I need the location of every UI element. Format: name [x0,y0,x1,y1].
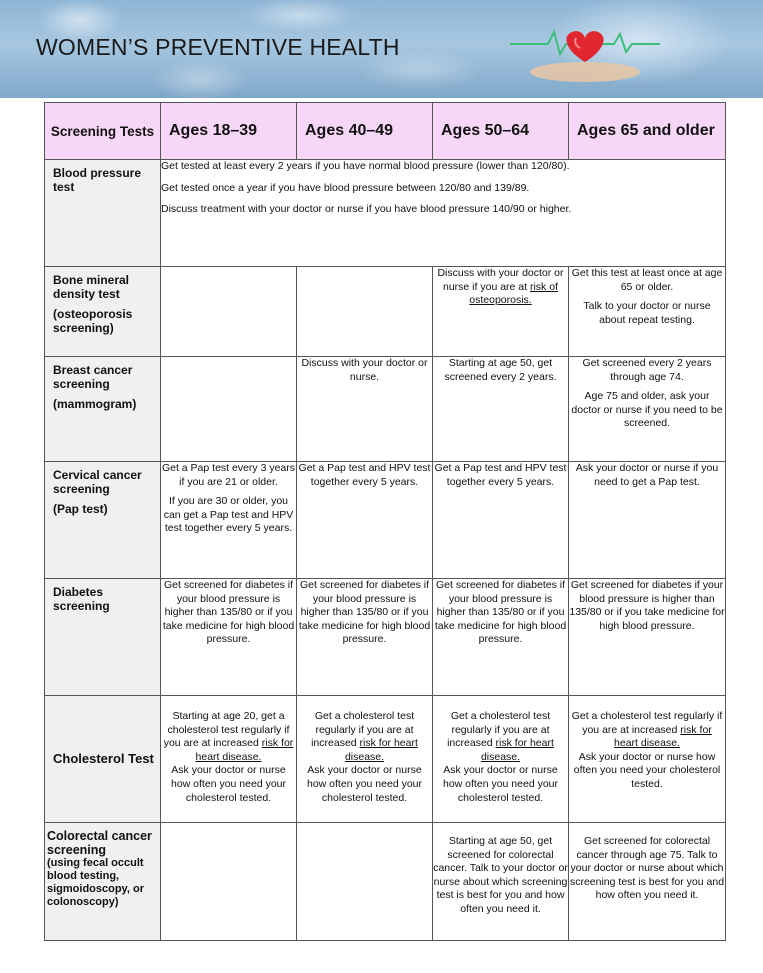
cell-text: Ask your doctor or nurse if you need to get a Pap test. [575,462,719,488]
table-cell [569,462,726,579]
cell-text: Starting at age 50, get screened every 2 years. [444,357,557,383]
row-label [45,696,161,823]
cell-text: Get screened for colorectal cancer through age 75. Talk to your doctor or nurse about which screening test is best for you and how often you need it. [569,835,725,902]
cell-text: Ask your doctor or nurse how often you need your cholesterol tested. [171,764,286,804]
cell-text: Get a Pap test every 3 years if you are 21 or older. [161,462,296,488]
risk-link[interactable]: risk for heart disease. [344,737,418,763]
cell-text: Ask your doctor or nurse how often you need your cholesterol tested. [443,764,558,804]
table-cell-empty [297,267,433,357]
table-cell [569,267,726,357]
table-cell [161,462,297,579]
row-title: Breast cancer screening [53,363,133,391]
cell-text: Get tested at least every 2 years if you have normal blood pressure (lower than 120/80). [161,160,570,172]
cell-text: Ask your doctor or nurse how often you need your cholesterol tested. [573,750,721,790]
cell-text: Discuss treatment with your doctor or nurse if you have blood pressure 140/90 or higher. [161,203,572,216]
column-header: Screening Tests [45,103,161,160]
row-subtitle: (osteoporosis screening) [53,307,133,335]
row-title: Cholesterol Test [53,751,154,766]
row-label [45,579,161,696]
table-cell [433,357,569,462]
row-label [45,160,161,267]
column-header: Ages 40–49 [297,103,433,160]
table-cell [433,462,569,579]
cell-text: Get a cholesterol test regularly if you are at increased [311,710,415,750]
table-row [45,823,726,941]
table-cell [569,823,726,941]
cell-text: Discuss with your doctor or nurse if you are at [437,267,564,293]
row-subtitle: (Pap test) [53,502,108,516]
header-banner [0,0,763,98]
cell-text: Talk to your doctor or nurse about repeat testing. [583,300,711,326]
row-label [45,823,161,941]
table-cell [569,357,726,462]
table-cell-empty [161,357,297,462]
row-title: Diabetes screening [53,585,110,613]
table-row [45,357,726,462]
table-cell [433,823,569,941]
table-cell [161,579,297,696]
cell-text: Get a cholesterol test regularly if you are at increased [571,710,723,736]
table-cell [297,579,433,696]
table-cell [569,696,726,823]
risk-link[interactable]: risk for heart disease. [614,723,712,750]
table-row [45,462,726,579]
page-title: WOMEN’S PREVENTIVE HEALTH [36,34,400,60]
cell-text: Starting at age 50, get screened for colorectal cancer. Talk to your doctor or nurse about which screening test is best for you and how often you need it. [433,835,568,915]
risk-link[interactable]: risk for heart disease. [195,737,294,763]
column-header: Ages 18–39 [161,103,297,160]
screening-table [44,102,726,941]
table-cell-empty [161,823,297,941]
cell-text: Get screened every 2 years through age 74. [582,357,712,383]
cell-text: Starting at age 20, get a cholesterol test regularly if you are at increased [163,710,290,750]
row-subtitle: (mammogram) [53,397,137,411]
table-cell [161,696,297,823]
heart-with-ecg-line-icon [510,10,660,90]
table-row [45,160,726,267]
table-cell-empty [297,823,433,941]
cell-text: Ask your doctor or nurse how often you need your cholesterol tested. [307,764,422,804]
cell-text: Get screened for diabetes if your blood pressure is higher than 135/80 or if you take medicine for high blood pressure. [298,579,431,646]
cell-text: If you are 30 or older, you can get a Pap test and HPV test together every 5 years. [163,495,294,535]
cell-text: Get tested once a year if you have blood pressure between 120/80 and 139/89. [161,181,530,194]
cell-text: Get a Pap test and HPV test together every 5 years. [434,462,567,488]
row-subtitle: (using fecal occult blood testing, sigmoidoscopy, or colonoscopy) [47,857,144,908]
table-row [45,696,726,823]
table-cell [297,696,433,823]
row-title: Bone mineral density test [53,273,130,301]
table-cell [433,696,569,823]
table-cell [433,579,569,696]
column-header: Ages 65 and older [569,103,726,160]
row-label [45,357,161,462]
cell-text: Get a cholesterol test regularly if you are at increased [447,710,551,750]
row-title: Colorectal cancer screening [47,829,152,857]
row-title: Blood pressure test [53,166,142,194]
cell-text: Age 75 and older, ask your doctor or nurse if you need to be screened. [571,390,723,430]
table-header-row [45,103,726,160]
table-cell-empty [161,267,297,357]
risk-link[interactable]: risk of osteoporosis. [469,280,558,307]
table-row [45,267,726,357]
table-cell [297,357,433,462]
cell-text: Get this test at least once at age 65 or older. [571,267,723,293]
table-cell [569,579,726,696]
table-cell [161,160,726,267]
table-cell [433,267,569,357]
column-header: Ages 50–64 [433,103,569,160]
row-label [45,267,161,357]
cell-text: Get screened for diabetes if your blood pressure is higher than 135/80 or if you take medicine for high blood pressure. [569,579,725,632]
row-title: Cervical cancer screening [53,468,142,496]
cell-text: Get screened for diabetes if your blood pressure is higher than 135/80 or if you take medicine for high blood pressure. [162,579,295,646]
table-cell [297,462,433,579]
table-row [45,579,726,696]
row-label [45,462,161,579]
cell-text: Get a Pap test and HPV test together every 5 years. [298,462,431,488]
risk-link[interactable]: risk for heart disease. [480,737,554,763]
cell-text: Discuss with your doctor or nurse. [301,357,428,383]
cell-text: Get screened for diabetes if your blood pressure is higher than 135/80 or if you take medicine for high blood pressure. [434,579,567,646]
